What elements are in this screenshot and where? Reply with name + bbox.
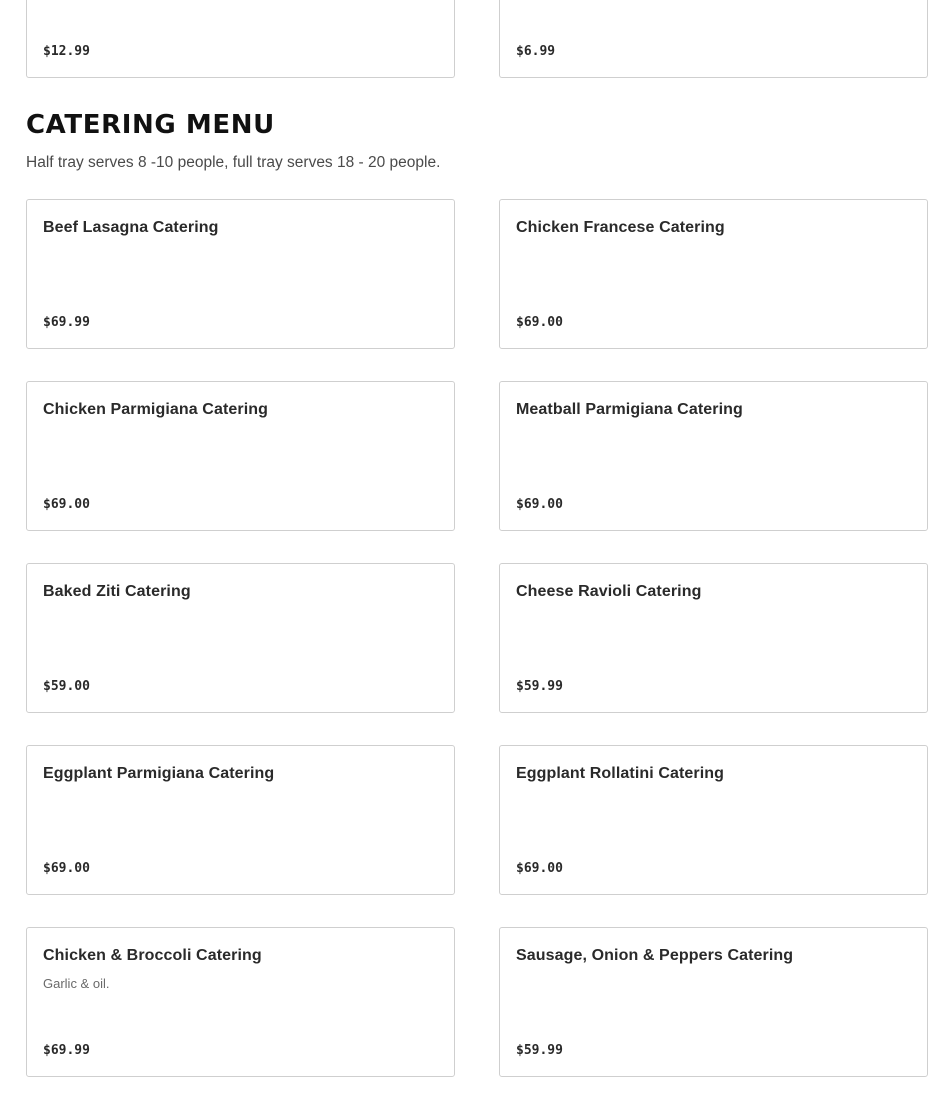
menu-item-card[interactable] xyxy=(499,927,928,1077)
item-price: $59.99 xyxy=(516,1043,563,1058)
item-price: $12.99 xyxy=(43,44,90,59)
item-name: Baked Ziti Catering xyxy=(43,583,191,600)
item-price: $69.00 xyxy=(516,861,563,876)
item-price: $69.99 xyxy=(43,1043,90,1058)
item-name: Meatball Parmigiana Catering xyxy=(516,401,743,418)
item-description: Garlic & oil. xyxy=(43,976,110,991)
item-price: $6.99 xyxy=(516,44,556,59)
item-price: $59.00 xyxy=(43,679,90,694)
item-price: $69.00 xyxy=(516,315,563,330)
item-name: Chicken Parmigiana Catering xyxy=(43,401,268,418)
section-subtitle: Half tray serves 8 -10 people, full tray serves 18 - 20 people. xyxy=(26,154,441,171)
menu-item-card[interactable] xyxy=(26,927,455,1077)
menu-item-card[interactable] xyxy=(499,745,928,895)
item-name: Eggplant Rollatini Catering xyxy=(516,765,725,782)
menu-item-card[interactable] xyxy=(499,563,928,713)
item-name: Chicken & Broccoli Catering xyxy=(43,947,262,964)
item-price: $69.99 xyxy=(43,315,90,330)
item-price: $69.00 xyxy=(43,861,90,876)
menu-item-card[interactable] xyxy=(26,381,455,531)
item-name: Eggplant Parmigiana Catering xyxy=(43,765,275,782)
item-price: $59.99 xyxy=(516,679,563,694)
menu-item-card[interactable] xyxy=(499,199,928,349)
item-name: Cheese Ravioli Catering xyxy=(516,583,702,600)
item-name: Chicken Francese Catering xyxy=(516,219,725,236)
menu-item-card[interactable] xyxy=(26,745,455,895)
item-price: $69.00 xyxy=(43,497,90,512)
item-price: $69.00 xyxy=(516,497,563,512)
menu-item-card[interactable] xyxy=(499,0,928,78)
menu-item-card[interactable] xyxy=(26,199,455,349)
menu-item-card[interactable] xyxy=(26,563,455,713)
menu-item-card[interactable] xyxy=(499,381,928,531)
item-name: Beef Lasagna Catering xyxy=(43,219,219,236)
menu-item-card[interactable] xyxy=(26,0,455,78)
item-name: Sausage, Onion & Peppers Catering xyxy=(516,947,794,964)
section-title: CATERING MENU xyxy=(26,110,275,140)
